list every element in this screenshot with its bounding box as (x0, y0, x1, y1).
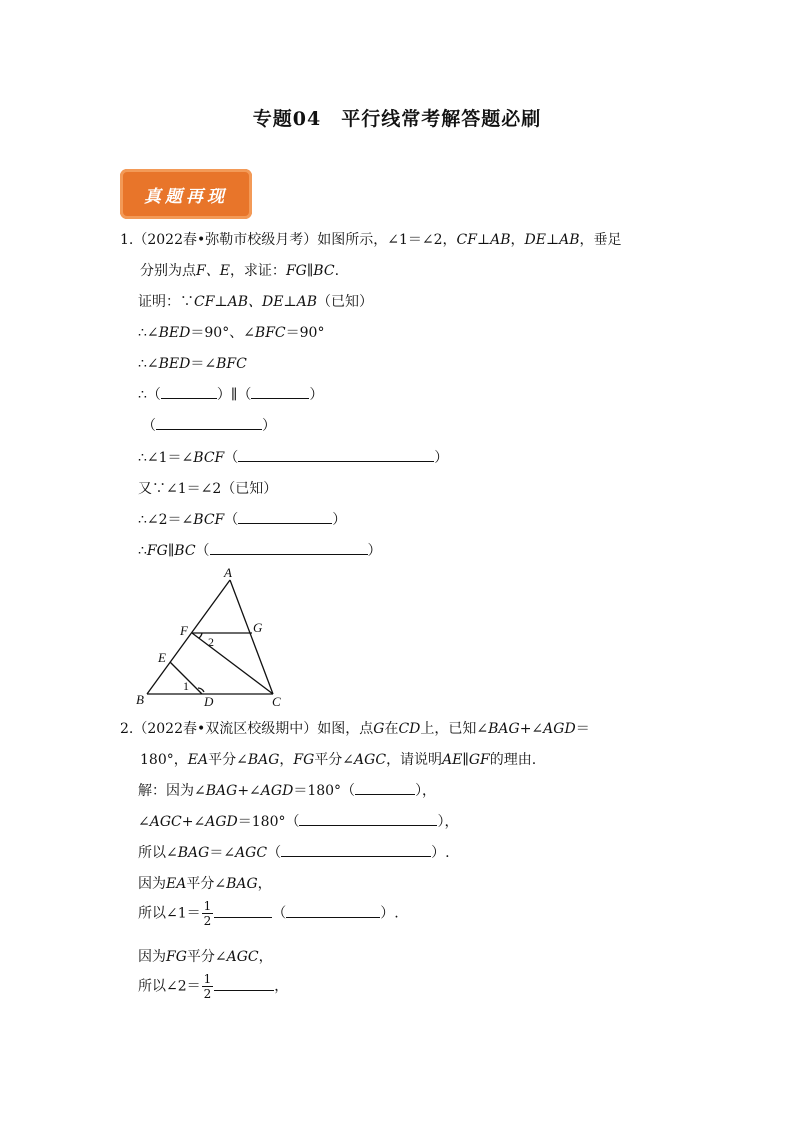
q2-number: 2. (120, 721, 134, 737)
q2-step-text: +∠ (237, 783, 261, 799)
q2-stem-text: AGD (543, 721, 576, 737)
q1-stem-text: ，求证： (229, 263, 286, 279)
q1-step2 (138, 322, 324, 342)
q1-source: （2022春•弥勒市校级月考） (133, 232, 318, 248)
q2-step6 (138, 946, 273, 966)
q2-step-text: AGC (235, 845, 268, 861)
label-angle-1: 1 (183, 679, 189, 693)
q2-step-text: ）. (380, 905, 399, 922)
q1-cf-ab: CF⊥AB (456, 232, 511, 248)
q2-fraction-half (202, 899, 214, 928)
q1-step-text: ∴∠1＝∠ (138, 450, 194, 466)
q1-step-text: FG∥BC (146, 543, 196, 559)
q1-step-text: BFC (216, 356, 247, 372)
q2-step-text: ， (258, 949, 273, 965)
q2-stem-text: EA (187, 752, 209, 768)
q2-stem-text: ，请说明 (386, 752, 443, 768)
q2-stem-text: BAG (488, 721, 520, 737)
q1-blank-1[interactable] (161, 384, 217, 399)
q1-sep: ， (510, 232, 525, 248)
q2-step-text: ）. (431, 845, 450, 861)
q2-stem-text: ， (279, 752, 294, 768)
q1-step3 (138, 353, 247, 373)
q1-step-text: 证明：∵ (138, 294, 194, 310)
q2-step-text: AGD (205, 814, 238, 830)
q1-step-text: ） (262, 418, 276, 434)
q2-step-text: （ (272, 905, 287, 922)
fraction-denominator: 2 (203, 914, 212, 928)
q2-stem-text: 180°， (140, 752, 188, 768)
q2-step-text: +∠ (181, 814, 206, 830)
q1-step-text: BFC (254, 325, 286, 341)
q2-step-text: 平分∠ (186, 876, 227, 892)
fraction-numerator: 1 (203, 972, 212, 986)
q2-step-text: ＝180°（ (293, 783, 356, 799)
q2-step7 (138, 972, 288, 1001)
label-f: F (180, 623, 188, 638)
q2-stem-text: AGC (354, 752, 387, 768)
q2-stem-text: 平分∠ (208, 752, 248, 768)
q1-stem-line1 (120, 229, 622, 249)
q1-blank-3[interactable] (156, 415, 262, 430)
q2-blank-3[interactable] (281, 842, 431, 857)
q2-step-text: 因为 (138, 876, 166, 892)
q2-blank-4[interactable] (214, 903, 272, 918)
label-e: E (158, 650, 166, 665)
q1-step-text: ）∥（ (216, 387, 252, 403)
q2-stem-text: 在 (384, 721, 399, 737)
q1-step9 (138, 540, 382, 560)
q1-step-text: （已知） (317, 294, 373, 310)
q1-step4 (138, 384, 323, 404)
q2-blank-1[interactable] (355, 780, 415, 795)
q2-stem-line2 (140, 749, 536, 769)
q1-step-text: （ (224, 512, 239, 528)
q2-step-text: BAG (205, 783, 238, 799)
q1-step-text: ＝90° (285, 325, 325, 341)
q1-stem-line2 (140, 260, 339, 280)
q1-step-text: （ (224, 450, 239, 466)
q2-stem-text: BAG (247, 752, 280, 768)
q1-number: 1. (120, 232, 134, 248)
q2-step-text: FG (166, 949, 187, 965)
q1-blank-2[interactable] (251, 384, 309, 399)
q1-points: F、E (196, 263, 230, 279)
q2-stem-text: 的理由. (489, 752, 537, 768)
label-d: D (204, 694, 214, 709)
q1-step6 (138, 447, 448, 467)
q2-stem-text: CD (398, 721, 421, 737)
q1-step-text: ∴ (138, 543, 147, 559)
q2-step-text: 所以∠ (138, 845, 178, 861)
q1-step-text: ） (332, 512, 347, 528)
q1-step-text: （ (142, 418, 156, 434)
q2-step-text: EA (166, 876, 187, 892)
q2-stem-text: AE∥GF (442, 752, 490, 768)
q1-step-text: ） (309, 387, 324, 403)
q1-stem-text: 如图所示，∠1＝∠2， (317, 232, 457, 248)
q1-step-text: ＝90°、∠ (190, 325, 255, 341)
label-c: C (272, 694, 281, 709)
label-angle-2: 2 (208, 635, 214, 649)
q2-step1 (138, 780, 436, 800)
q1-step-text: ∴∠ (138, 356, 159, 372)
angle-2-arc (199, 633, 202, 638)
q1-stem-text: 分别为点 (140, 263, 196, 279)
q1-step1 (138, 291, 373, 311)
q2-step-text: BAG (177, 845, 210, 861)
q1-figure (128, 566, 298, 711)
q2-step-text: 解：因为∠ (138, 783, 206, 799)
q1-blank-6[interactable] (210, 540, 368, 555)
q1-step-text: BED (158, 356, 191, 372)
q2-step-text: 所以∠2＝ (138, 978, 201, 995)
q1-step7: 又∵∠1＝∠2（已知） (138, 481, 278, 497)
q1-step-text: （ (195, 543, 210, 559)
q2-step5 (138, 899, 399, 928)
q2-step-text: AGC (149, 814, 182, 830)
q1-blank-5[interactable] (238, 509, 332, 524)
q2-blank-6[interactable] (214, 976, 274, 991)
q1-step-text: ） (367, 543, 382, 559)
q1-step-text: ∴∠2＝∠ (138, 512, 194, 528)
q2-step-text: AGC (226, 949, 259, 965)
q1-step-text: ） (434, 450, 449, 466)
q2-step4 (138, 873, 272, 893)
q2-step-text: （ (267, 845, 282, 861)
q1-step-text: ＝∠ (190, 356, 217, 372)
q2-stem-line1 (120, 718, 590, 738)
q1-step-text: BCF (193, 450, 225, 466)
q1-step-text: BCF (193, 512, 225, 528)
q1-stem-text: ，垂足 (579, 232, 622, 248)
q2-step3 (138, 842, 450, 862)
q2-stem-text: 平分∠ (314, 752, 355, 768)
q2-step2 (138, 811, 458, 831)
fraction-denominator: 2 (203, 987, 212, 1001)
q2-stem-text: FG (293, 752, 315, 768)
q1-step5 (142, 415, 276, 435)
q1-conclusion: FG∥BC (285, 263, 335, 279)
q2-stem-text: G (373, 721, 385, 737)
q1-de-ab: DE⊥AB (524, 232, 580, 248)
q2-step-text: ＝∠ (209, 845, 236, 861)
q2-step-text: ∠ (138, 814, 150, 830)
q2-step-text: BAG (226, 876, 258, 892)
q2-step-text: 所以∠1＝ (138, 905, 201, 922)
page-title: 专题04 平行线常考解答题必刷 (252, 108, 542, 130)
q2-source: （2022春•双流区校级期中） (133, 721, 318, 737)
side-ac (230, 580, 273, 694)
q2-step-text: ， (257, 876, 272, 892)
side-ab (147, 580, 230, 694)
q2-step-text: ）， (415, 783, 437, 799)
q2-stem-text: 如图，点 (317, 721, 374, 737)
q2-stem-text: ＝ (575, 721, 590, 737)
label-a: A (224, 566, 232, 580)
q2-step-text: 因为 (138, 949, 166, 965)
q2-step-text: AGD (260, 783, 294, 799)
q1-step-text: BED (158, 325, 191, 341)
q2-step-text: 平分∠ (186, 949, 227, 965)
q1-step-text: ∴∠ (138, 325, 159, 341)
q2-stem-text: 上，已知∠ (420, 721, 489, 737)
q2-step-text: ， (274, 978, 289, 995)
q1-step-text: ∴（ (138, 387, 161, 403)
q1-blank-4[interactable] (238, 447, 434, 462)
q2-blank-2[interactable] (299, 811, 437, 826)
q2-blank-5[interactable] (286, 903, 380, 918)
fraction-numerator: 1 (203, 899, 212, 913)
q1-dot: . (334, 263, 340, 279)
q2-stem-text: +∠ (519, 721, 544, 737)
q2-fraction-half (202, 972, 214, 1001)
q2-step-text: ＝180°（ (237, 814, 300, 830)
label-b: B (136, 692, 144, 707)
label-g: G (253, 620, 263, 635)
q1-step8 (138, 509, 346, 529)
q2-step-text: ）， (437, 814, 459, 830)
section-badge: 真题再现 (120, 169, 252, 219)
q1-step-text: CF⊥AB、DE⊥AB (194, 294, 317, 310)
